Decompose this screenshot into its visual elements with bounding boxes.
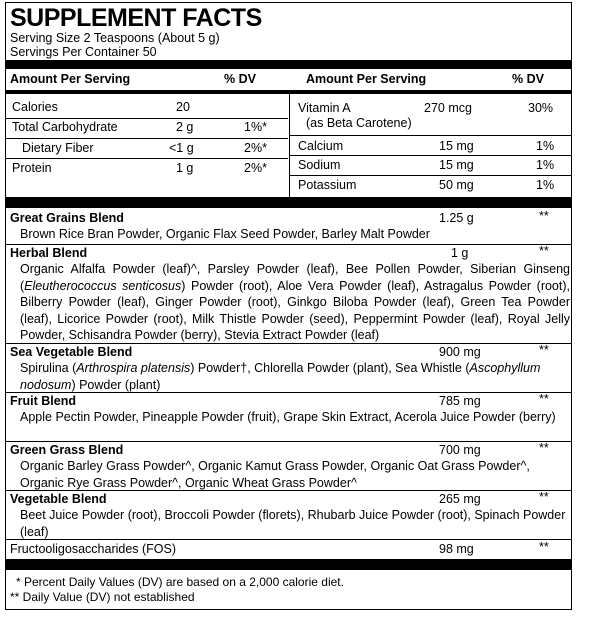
blend-name: Vegetable Blend	[10, 492, 107, 506]
fos-amount: 98 mg	[439, 542, 474, 556]
nutrient-name: Vitamin A	[298, 101, 351, 115]
nutrient-subname: (as Beta Carotene)	[306, 116, 412, 130]
serving-size: Serving Size 2 Teaspoons (About 5 g)	[10, 31, 220, 45]
nutrient-name: Dietary Fiber	[22, 141, 94, 155]
nutrient-amount: 270 mcg	[424, 101, 472, 115]
nutrient-name: Sodium	[298, 158, 341, 172]
panel-title: SUPPLEMENT FACTS	[10, 4, 262, 32]
blend-dv: **	[539, 392, 549, 406]
nutrient-amount: 50 mg	[439, 178, 474, 192]
blend-amount: 1 g	[451, 246, 469, 260]
row-rule	[6, 138, 288, 139]
blend-amount: 785 mg	[439, 394, 481, 408]
blend-rule	[6, 539, 571, 540]
nutrient-name: Protein	[12, 161, 52, 175]
thick-divider	[6, 559, 571, 570]
nutrient-dv: 30%	[528, 101, 554, 115]
thick-divider	[6, 60, 571, 69]
thick-divider	[6, 197, 571, 208]
blend-name: Great Grains Blend	[10, 211, 124, 225]
column-divider	[289, 94, 290, 197]
blend-dv: **	[539, 244, 549, 258]
blend-name: Green Grass Blend	[10, 443, 124, 457]
blend-dv: **	[539, 209, 549, 223]
blend-dv: **	[539, 490, 549, 504]
row-rule	[6, 158, 288, 159]
blend-ingredients: Spirulina (Arthrospira platensis) Powder†, Chlorella Powder (plant), Sea Whistle (Ascophyllum nodosum) Powder (plant)	[20, 361, 541, 392]
supplement-facts-panel	[5, 2, 572, 610]
fos-name: Fructooligosaccharides (FOS)	[10, 542, 177, 556]
row-rule	[290, 155, 571, 156]
nutrient-dv: 1%*	[244, 120, 267, 134]
fos-dv: **	[539, 540, 549, 554]
row-rule	[290, 175, 571, 176]
nutrient-dv: 2%*	[244, 141, 267, 155]
nutrient-amount: 15 mg	[439, 139, 474, 153]
left-amount-header: Amount Per Serving	[10, 72, 131, 86]
blend-ingredients: Organic Barley Grass Powder^, Organic Kamut Grass Powder, Organic Oat Grass Powder^, Organic Rye Grass Powder^, Organic Wheat Grass Powder^	[20, 459, 530, 490]
nutrient-dv: 2%*	[244, 161, 267, 175]
blend-amount: 700 mg	[439, 443, 481, 457]
nutrient-name: Calories	[12, 100, 58, 114]
nutrient-amount: 1 g	[176, 161, 194, 175]
servings-per-container: Servings Per Container 50	[10, 45, 157, 59]
blend-ingredients: Brown Rice Bran Powder, Organic Flax Seed Powder, Barley Malt Powder	[20, 227, 430, 241]
footnote-dv-not-established: ** Daily Value (DV) not established	[10, 590, 195, 604]
nutrient-dv: 1%	[536, 178, 555, 192]
left-dv-header: % DV	[224, 72, 256, 86]
blend-name: Herbal Blend	[10, 246, 88, 260]
blend-amount: 265 mg	[439, 492, 481, 506]
nutrient-name: Total Carbohydrate	[12, 120, 118, 134]
row-rule	[6, 118, 288, 119]
nutrient-name: Potassium	[298, 178, 357, 192]
blend-name: Sea Vegetable Blend	[10, 345, 133, 359]
blend-ingredients: Organic Alfalfa Powder (leaf)^, Parsley Powder (leaf), Bee Pollen Powder, Siberian Ginseng (Eleutherococcus senticosus) Powder (root), Aloe Vera Powder (leaf), Astragalus Powder (root), Bilberry Powder (leaf), Ginger Powder (root), Ginkgo Biloba Powder (leaf), Green Tea Powder (leaf), Licorice Powder (root), Milk Thistle Powder (seed), Peppermint Powder (leaf), Royal Jelly Powder, Schisandra Powder (berry), Stevia Extract Powder (leaf)	[20, 262, 570, 343]
blend-dv: **	[539, 441, 549, 455]
nutrient-amount: <1 g	[169, 141, 194, 155]
nutrient-dv: 1%	[536, 158, 555, 172]
blend-rule	[6, 244, 571, 245]
row-rule	[290, 135, 571, 136]
nutrient-amount: 2 g	[176, 120, 194, 134]
footnote-dv-basis: * Percent Daily Values (DV) are based on a 2,000 calorie diet.	[16, 575, 344, 589]
nutrient-dv: 1%	[536, 139, 555, 153]
nutrient-amount: 20	[176, 100, 190, 114]
blend-amount: 1.25 g	[439, 211, 474, 225]
right-amount-header: Amount Per Serving	[306, 72, 427, 86]
right-dv-header: % DV	[512, 72, 544, 86]
blend-name: Fruit Blend	[10, 394, 76, 408]
nutrient-name: Calcium	[298, 139, 344, 153]
blend-rule	[6, 392, 571, 393]
blend-dv: **	[539, 343, 549, 357]
nutrient-amount: 15 mg	[439, 158, 474, 172]
blend-ingredients: Beet Juice Powder (root), Broccoli Powder (florets), Rhubarb Juice Powder (root), Spinach Powder (leaf)	[20, 508, 566, 539]
blend-ingredients: Apple Pectin Powder, Pineapple Powder (fruit), Grape Skin Extract, Acerola Juice Powder (berry)	[20, 410, 556, 424]
blend-amount: 900 mg	[439, 345, 481, 359]
